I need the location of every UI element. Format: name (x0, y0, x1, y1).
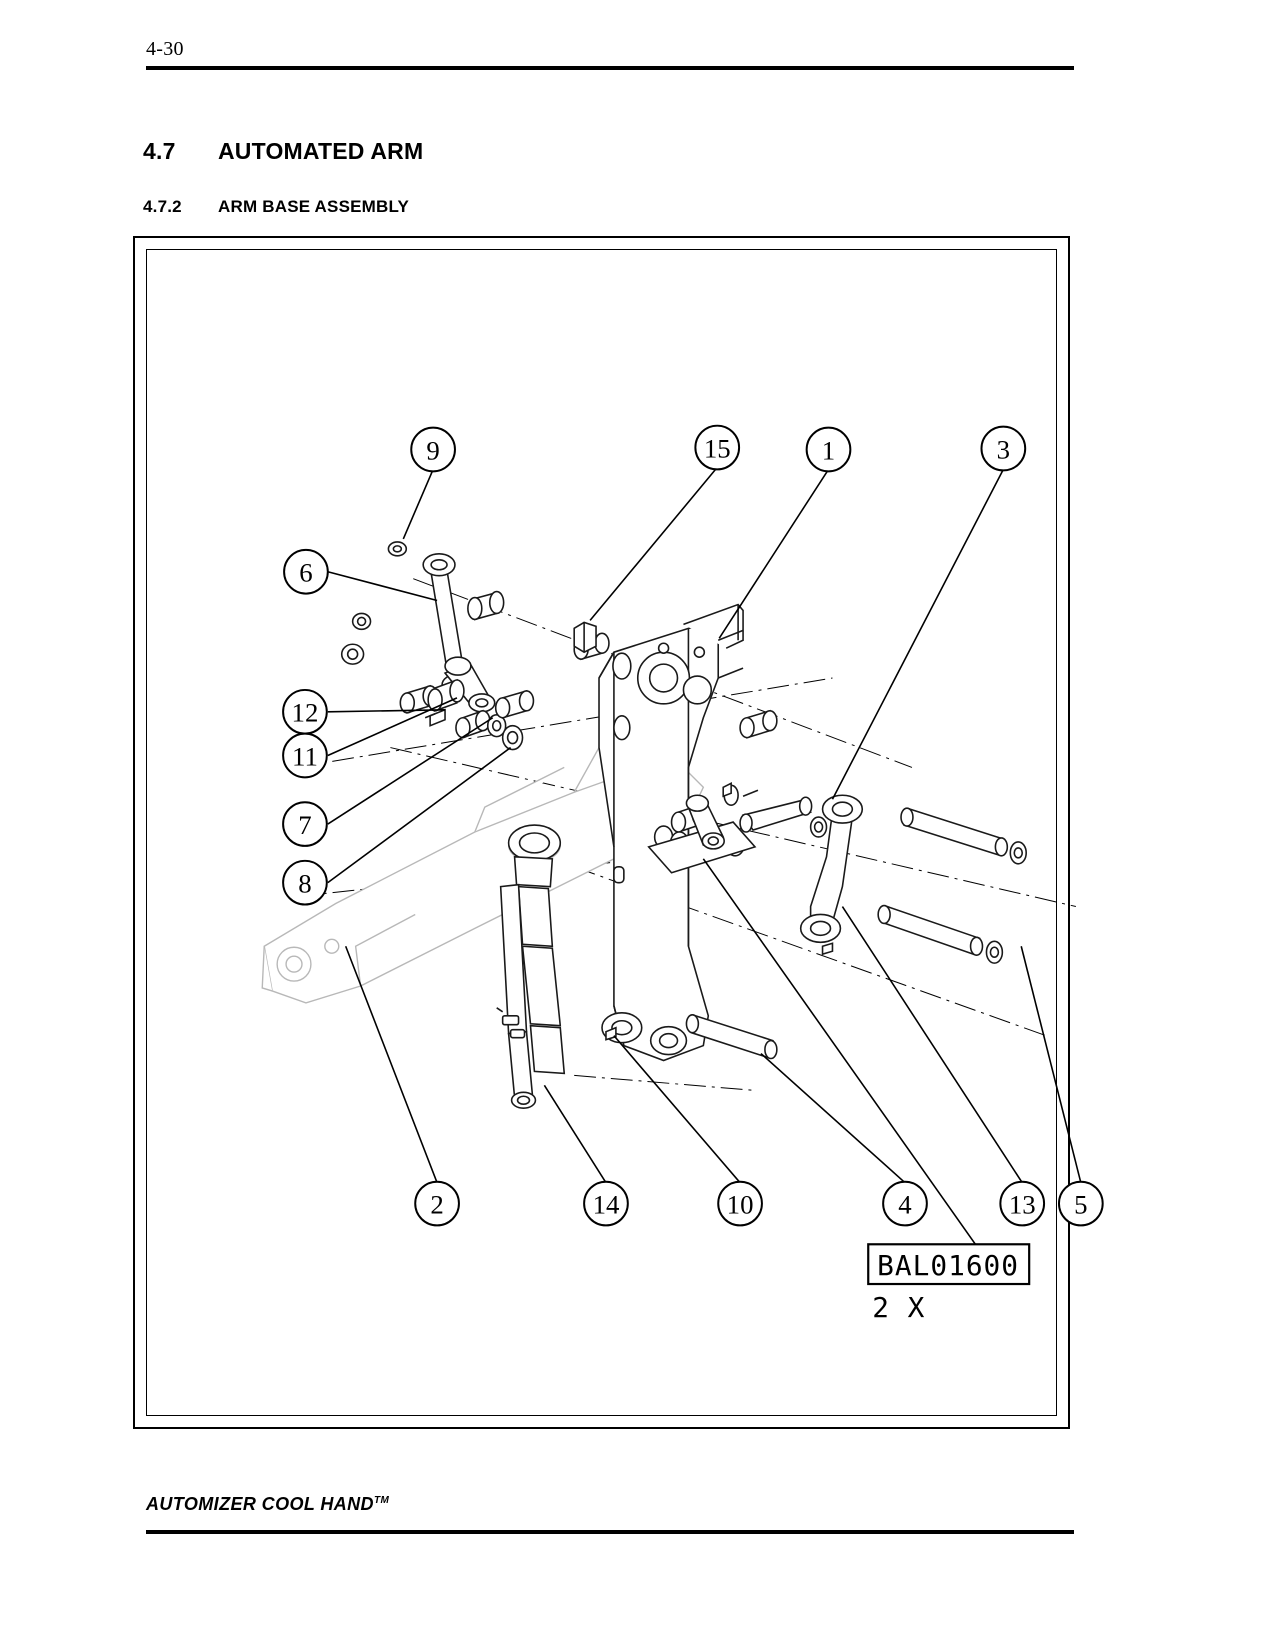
callout-label: 12 (291, 697, 319, 728)
footer-divider (146, 1530, 1074, 1534)
figure-inner-border (146, 249, 1088, 1416)
callout-8 (283, 861, 327, 905)
callout-label: 1 (821, 435, 836, 466)
hex-nut-15 (574, 622, 596, 652)
callout-label: 11 (292, 741, 318, 772)
section-number: 4.7 (143, 138, 176, 164)
part-tag-quantity: 2 X (872, 1290, 926, 1324)
callout-label: 14 (592, 1189, 620, 1220)
trademark-mark: TM (373, 1495, 390, 1506)
callout-12 (283, 690, 327, 734)
footer-product-name (146, 1494, 389, 1515)
callout-label: 2 (430, 1189, 444, 1220)
section-title-text: AUTOMATED ARM (218, 138, 424, 164)
section-heading (143, 138, 423, 165)
callout-label: 13 (1008, 1189, 1036, 1220)
callout-label: 8 (298, 868, 312, 899)
header-divider (146, 66, 1074, 70)
callout-label: 15 (703, 433, 731, 464)
callout-4 (883, 1182, 927, 1226)
subsection-heading (143, 197, 409, 217)
callout-label: 9 (426, 435, 440, 466)
page-number: 4-30 (146, 38, 184, 60)
callout-9 (411, 428, 455, 472)
callout-label: 5 (1074, 1189, 1088, 1220)
callout-15 (695, 426, 739, 470)
callout-label: 4 (898, 1189, 912, 1220)
callout-10 (718, 1182, 762, 1226)
callout-11 (283, 734, 327, 778)
callout-label: 10 (726, 1189, 754, 1220)
callout-label: 6 (299, 557, 313, 588)
callout-14 (584, 1182, 628, 1226)
callout-2 (415, 1182, 459, 1226)
callout-7 (283, 802, 327, 846)
callout-5 (1059, 1182, 1103, 1226)
callout-3 (981, 427, 1025, 471)
callout-6 (284, 550, 328, 594)
hardware-cluster-left (342, 542, 609, 750)
figure-frame (133, 236, 1088, 1429)
right-link-arm (801, 795, 863, 942)
callout-label: 7 (298, 809, 312, 840)
part-tag (868, 1244, 1029, 1324)
part-tag-label: BAL01600 (877, 1249, 1020, 1283)
footer-product-text: AUTOMIZER COOL HAND (146, 1494, 374, 1514)
exploded-assembly-drawing (147, 250, 1088, 1415)
subsection-number: 4.7.2 (143, 197, 182, 216)
subsection-title-text: ARM BASE ASSEMBLY (218, 197, 410, 216)
callout-13 (1000, 1182, 1044, 1226)
callout-label: 3 (996, 434, 1011, 465)
callout-1 (807, 428, 851, 472)
